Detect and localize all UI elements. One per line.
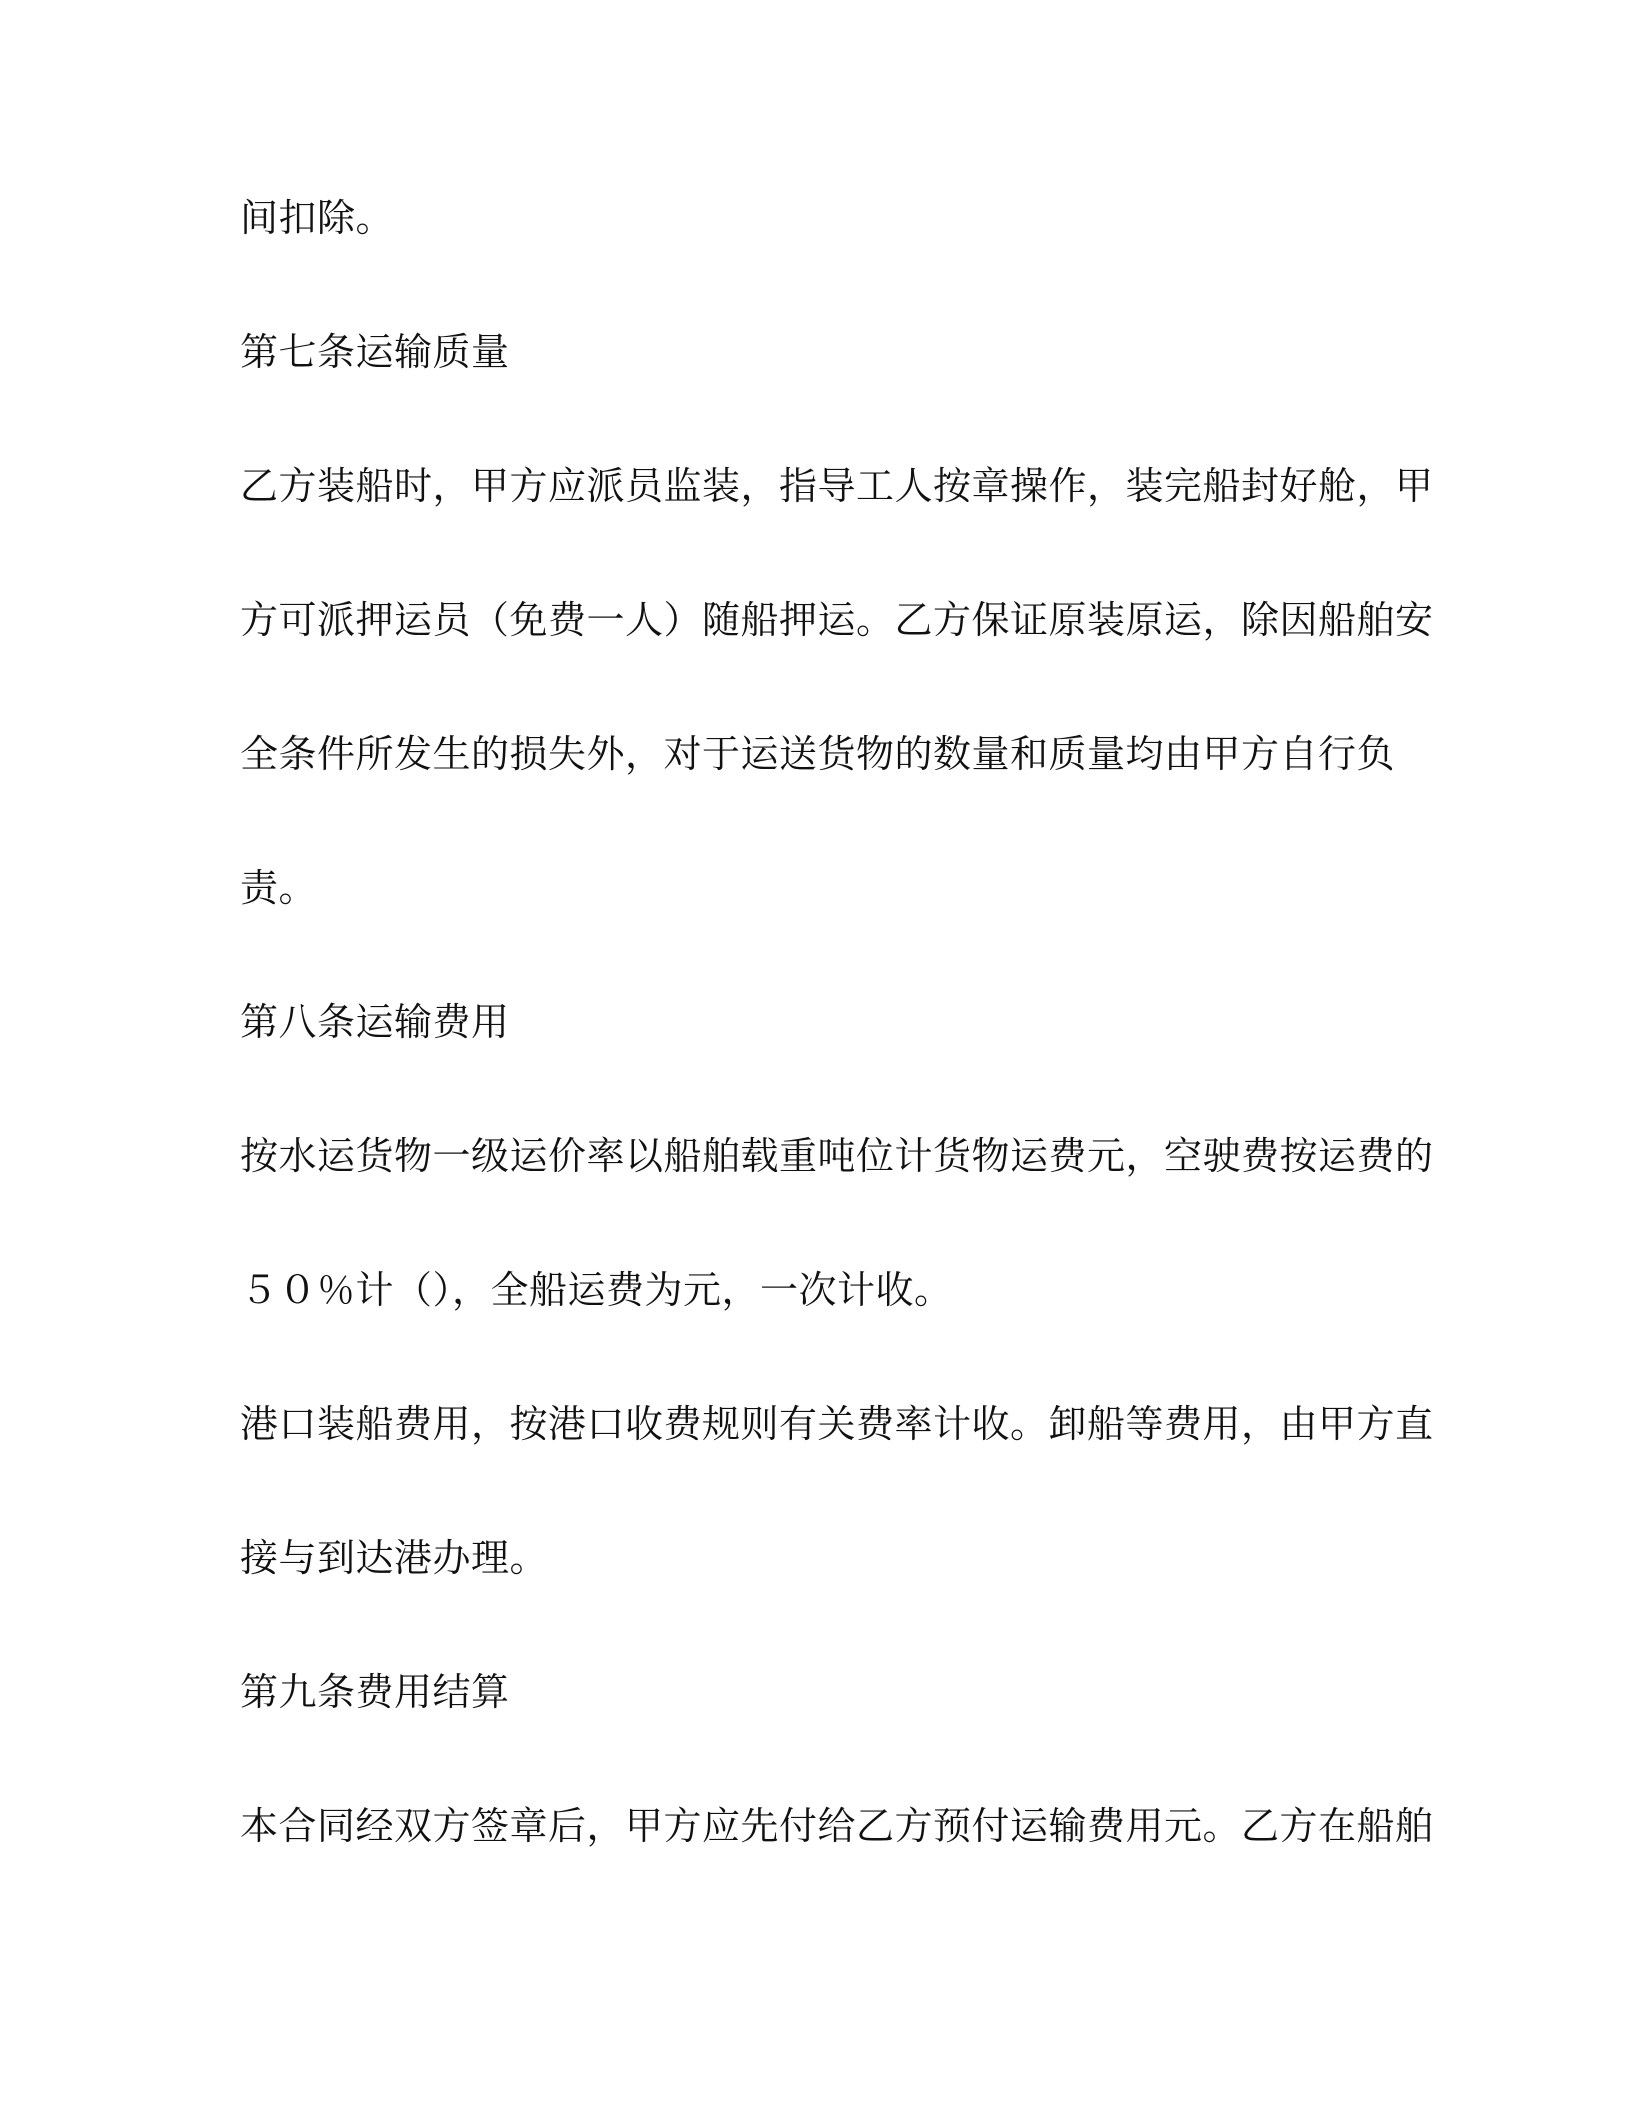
text-line: 港口装船费用，按港口收费规则有关费率计收。卸船等费用，由甲方直 <box>240 1402 1434 1446</box>
text-line: 全条件所发生的损失外，对于运送货物的数量和质量均由甲方自行负 <box>240 732 1396 776</box>
text-line: 间扣除。 <box>240 196 395 240</box>
text-line: 乙方装船时，甲方应派员监装，指导工人按章操作，装完船封好舱，甲 <box>240 464 1434 508</box>
section-heading: 第八条运输费用 <box>240 1000 510 1044</box>
section-heading: 第七条运输质量 <box>240 330 510 374</box>
text-line: 本合同经双方签章后，甲方应先付给乙方预付运输费用元。乙方在船舶 <box>240 1804 1434 1848</box>
text-line: ５０％计（），全船运费为元，一次计收。 <box>240 1268 953 1312</box>
text-line: 接与到达港办理。 <box>240 1536 549 1580</box>
text-line: 方可派押运员（免费一人）随船押运。乙方保证原装原运，除因船舶安 <box>240 598 1434 642</box>
section-heading: 第九条费用结算 <box>240 1670 510 1714</box>
text-line: 责。 <box>240 866 318 910</box>
text-line: 按水运货物一级运价率以船舶载重吨位计货物运费元，空驶费按运费的 <box>240 1134 1434 1178</box>
